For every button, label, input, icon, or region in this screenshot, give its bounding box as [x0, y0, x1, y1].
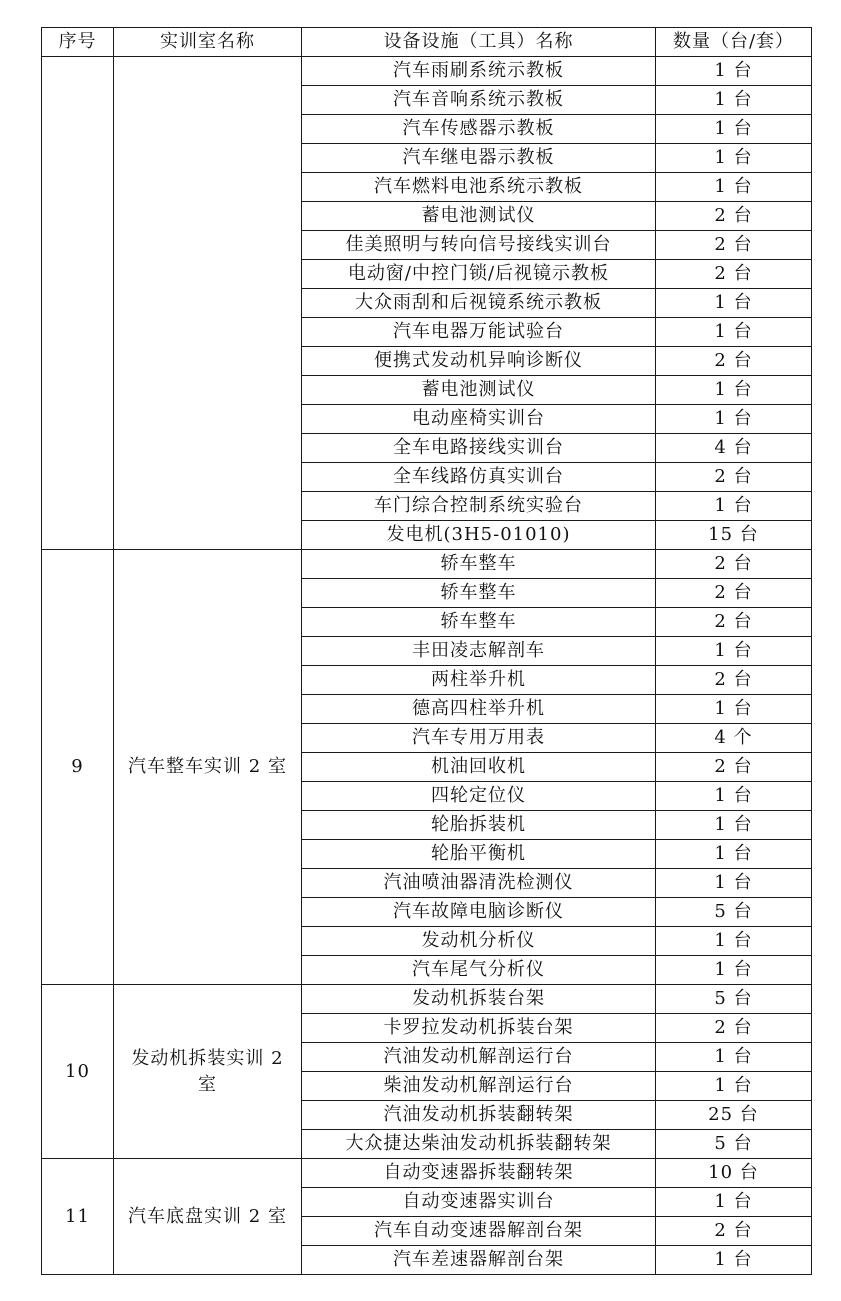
equipment-name-cell: 机油回收机 — [302, 753, 656, 782]
header-serial-no: 序号 — [42, 28, 114, 57]
header-equipment-name: 设备设施（工具）名称 — [302, 28, 656, 57]
serial-number-cell: 10 — [42, 985, 114, 1159]
quantity-cell: 2 台 — [656, 753, 812, 782]
quantity-cell: 5 台 — [656, 985, 812, 1014]
quantity-cell: 2 台 — [656, 463, 812, 492]
quantity-cell: 1 台 — [656, 840, 812, 869]
equipment-name-cell: 轿车整车 — [302, 550, 656, 579]
header-room-name: 实训室名称 — [114, 28, 302, 57]
quantity-cell: 2 台 — [656, 347, 812, 376]
equipment-name-cell: 四轮定位仪 — [302, 782, 656, 811]
equipment-name-cell: 汽车专用万用表 — [302, 724, 656, 753]
quantity-cell: 1 台 — [656, 956, 812, 985]
serial-number-cell: 9 — [42, 550, 114, 985]
equipment-name-cell: 汽油发动机拆装翻转架 — [302, 1101, 656, 1130]
table-row — [42, 985, 812, 1014]
quantity-cell: 15 台 — [656, 521, 812, 550]
equipment-table — [41, 27, 812, 1275]
table-header — [42, 28, 812, 57]
quantity-cell: 5 台 — [656, 898, 812, 927]
equipment-name-cell: 佳美照明与转向信号接线实训台 — [302, 231, 656, 260]
equipment-name-cell: 便携式发动机异响诊断仪 — [302, 347, 656, 376]
quantity-cell: 1 台 — [656, 1188, 812, 1217]
equipment-name-cell: 轮胎拆装机 — [302, 811, 656, 840]
equipment-name-cell: 丰田凌志解剖车 — [302, 637, 656, 666]
equipment-name-cell: 轿车整车 — [302, 608, 656, 637]
table-row — [42, 57, 812, 86]
equipment-name-cell: 柴油发动机解剖运行台 — [302, 1072, 656, 1101]
quantity-cell: 2 台 — [656, 550, 812, 579]
quantity-cell: 1 台 — [656, 1043, 812, 1072]
equipment-name-cell: 电动窗/中控门锁/后视镜示教板 — [302, 260, 656, 289]
table-row — [42, 550, 812, 579]
equipment-name-cell: 德高四柱举升机 — [302, 695, 656, 724]
equipment-name-cell: 汽车传感器示教板 — [302, 115, 656, 144]
equipment-name-cell: 汽车继电器示教板 — [302, 144, 656, 173]
quantity-cell: 2 台 — [656, 1217, 812, 1246]
equipment-name-cell: 发电机(3H5-01010) — [302, 521, 656, 550]
quantity-cell: 1 台 — [656, 289, 812, 318]
equipment-name-cell: 自动变速器实训台 — [302, 1188, 656, 1217]
serial-number-cell: 11 — [42, 1159, 114, 1275]
quantity-cell: 1 台 — [656, 695, 812, 724]
equipment-name-cell: 大众雨刮和后视镜系统示教板 — [302, 289, 656, 318]
equipment-name-cell: 发动机拆装台架 — [302, 985, 656, 1014]
header-quantity: 数量（台/套） — [656, 28, 812, 57]
equipment-name-cell: 轿车整车 — [302, 579, 656, 608]
quantity-cell: 1 台 — [656, 405, 812, 434]
equipment-name-cell: 蓄电池测试仪 — [302, 376, 656, 405]
document-page — [41, 27, 811, 1275]
equipment-name-cell: 全车电路接线实训台 — [302, 434, 656, 463]
quantity-cell: 1 台 — [656, 173, 812, 202]
quantity-cell: 10 台 — [656, 1159, 812, 1188]
equipment-name-cell: 汽油喷油器清洗检测仪 — [302, 869, 656, 898]
quantity-cell: 2 台 — [656, 608, 812, 637]
quantity-cell: 2 台 — [656, 1014, 812, 1043]
equipment-name-cell: 全车线路仿真实训台 — [302, 463, 656, 492]
table-body — [42, 57, 812, 1275]
quantity-cell: 1 台 — [656, 637, 812, 666]
quantity-cell: 1 台 — [656, 1072, 812, 1101]
quantity-cell: 2 台 — [656, 260, 812, 289]
equipment-name-cell: 卡罗拉发动机拆装台架 — [302, 1014, 656, 1043]
quantity-cell: 2 台 — [656, 231, 812, 260]
equipment-name-cell: 发动机分析仪 — [302, 927, 656, 956]
room-name-cell: 发动机拆装实训 2 室 — [114, 985, 302, 1159]
quantity-cell: 25 台 — [656, 1101, 812, 1130]
quantity-cell: 1 台 — [656, 318, 812, 347]
equipment-name-cell: 汽车尾气分析仪 — [302, 956, 656, 985]
equipment-name-cell: 汽车燃料电池系统示教板 — [302, 173, 656, 202]
room-name-cell — [114, 57, 302, 550]
quantity-cell: 4 台 — [656, 434, 812, 463]
quantity-cell: 1 台 — [656, 144, 812, 173]
table-row — [42, 1159, 812, 1188]
quantity-cell: 1 台 — [656, 57, 812, 86]
room-name-cell: 汽车整车实训 2 室 — [114, 550, 302, 985]
header-row — [42, 28, 812, 57]
equipment-name-cell: 自动变速器拆装翻转架 — [302, 1159, 656, 1188]
quantity-cell: 1 台 — [656, 376, 812, 405]
equipment-name-cell: 汽车自动变速器解剖台架 — [302, 1217, 656, 1246]
serial-number-cell — [42, 57, 114, 550]
quantity-cell: 1 台 — [656, 869, 812, 898]
quantity-cell: 1 台 — [656, 1246, 812, 1275]
equipment-name-cell: 蓄电池测试仪 — [302, 202, 656, 231]
equipment-name-cell: 汽车音响系统示教板 — [302, 86, 656, 115]
room-name-cell: 汽车底盘实训 2 室 — [114, 1159, 302, 1275]
equipment-name-cell: 两柱举升机 — [302, 666, 656, 695]
quantity-cell: 2 台 — [656, 579, 812, 608]
quantity-cell: 5 台 — [656, 1130, 812, 1159]
equipment-name-cell: 大众捷达柴油发动机拆装翻转架 — [302, 1130, 656, 1159]
quantity-cell: 1 台 — [656, 115, 812, 144]
equipment-name-cell: 汽车电器万能试验台 — [302, 318, 656, 347]
equipment-name-cell: 汽车雨刷系统示教板 — [302, 57, 656, 86]
equipment-name-cell: 电动座椅实训台 — [302, 405, 656, 434]
quantity-cell: 1 台 — [656, 782, 812, 811]
quantity-cell: 4 个 — [656, 724, 812, 753]
quantity-cell: 1 台 — [656, 927, 812, 956]
equipment-name-cell: 汽车故障电脑诊断仪 — [302, 898, 656, 927]
equipment-name-cell: 汽车差速器解剖台架 — [302, 1246, 656, 1275]
equipment-name-cell: 车门综合控制系统实验台 — [302, 492, 656, 521]
quantity-cell: 2 台 — [656, 666, 812, 695]
quantity-cell: 1 台 — [656, 492, 812, 521]
quantity-cell: 2 台 — [656, 202, 812, 231]
quantity-cell: 1 台 — [656, 86, 812, 115]
equipment-name-cell: 汽油发动机解剖运行台 — [302, 1043, 656, 1072]
quantity-cell: 1 台 — [656, 811, 812, 840]
equipment-name-cell: 轮胎平衡机 — [302, 840, 656, 869]
